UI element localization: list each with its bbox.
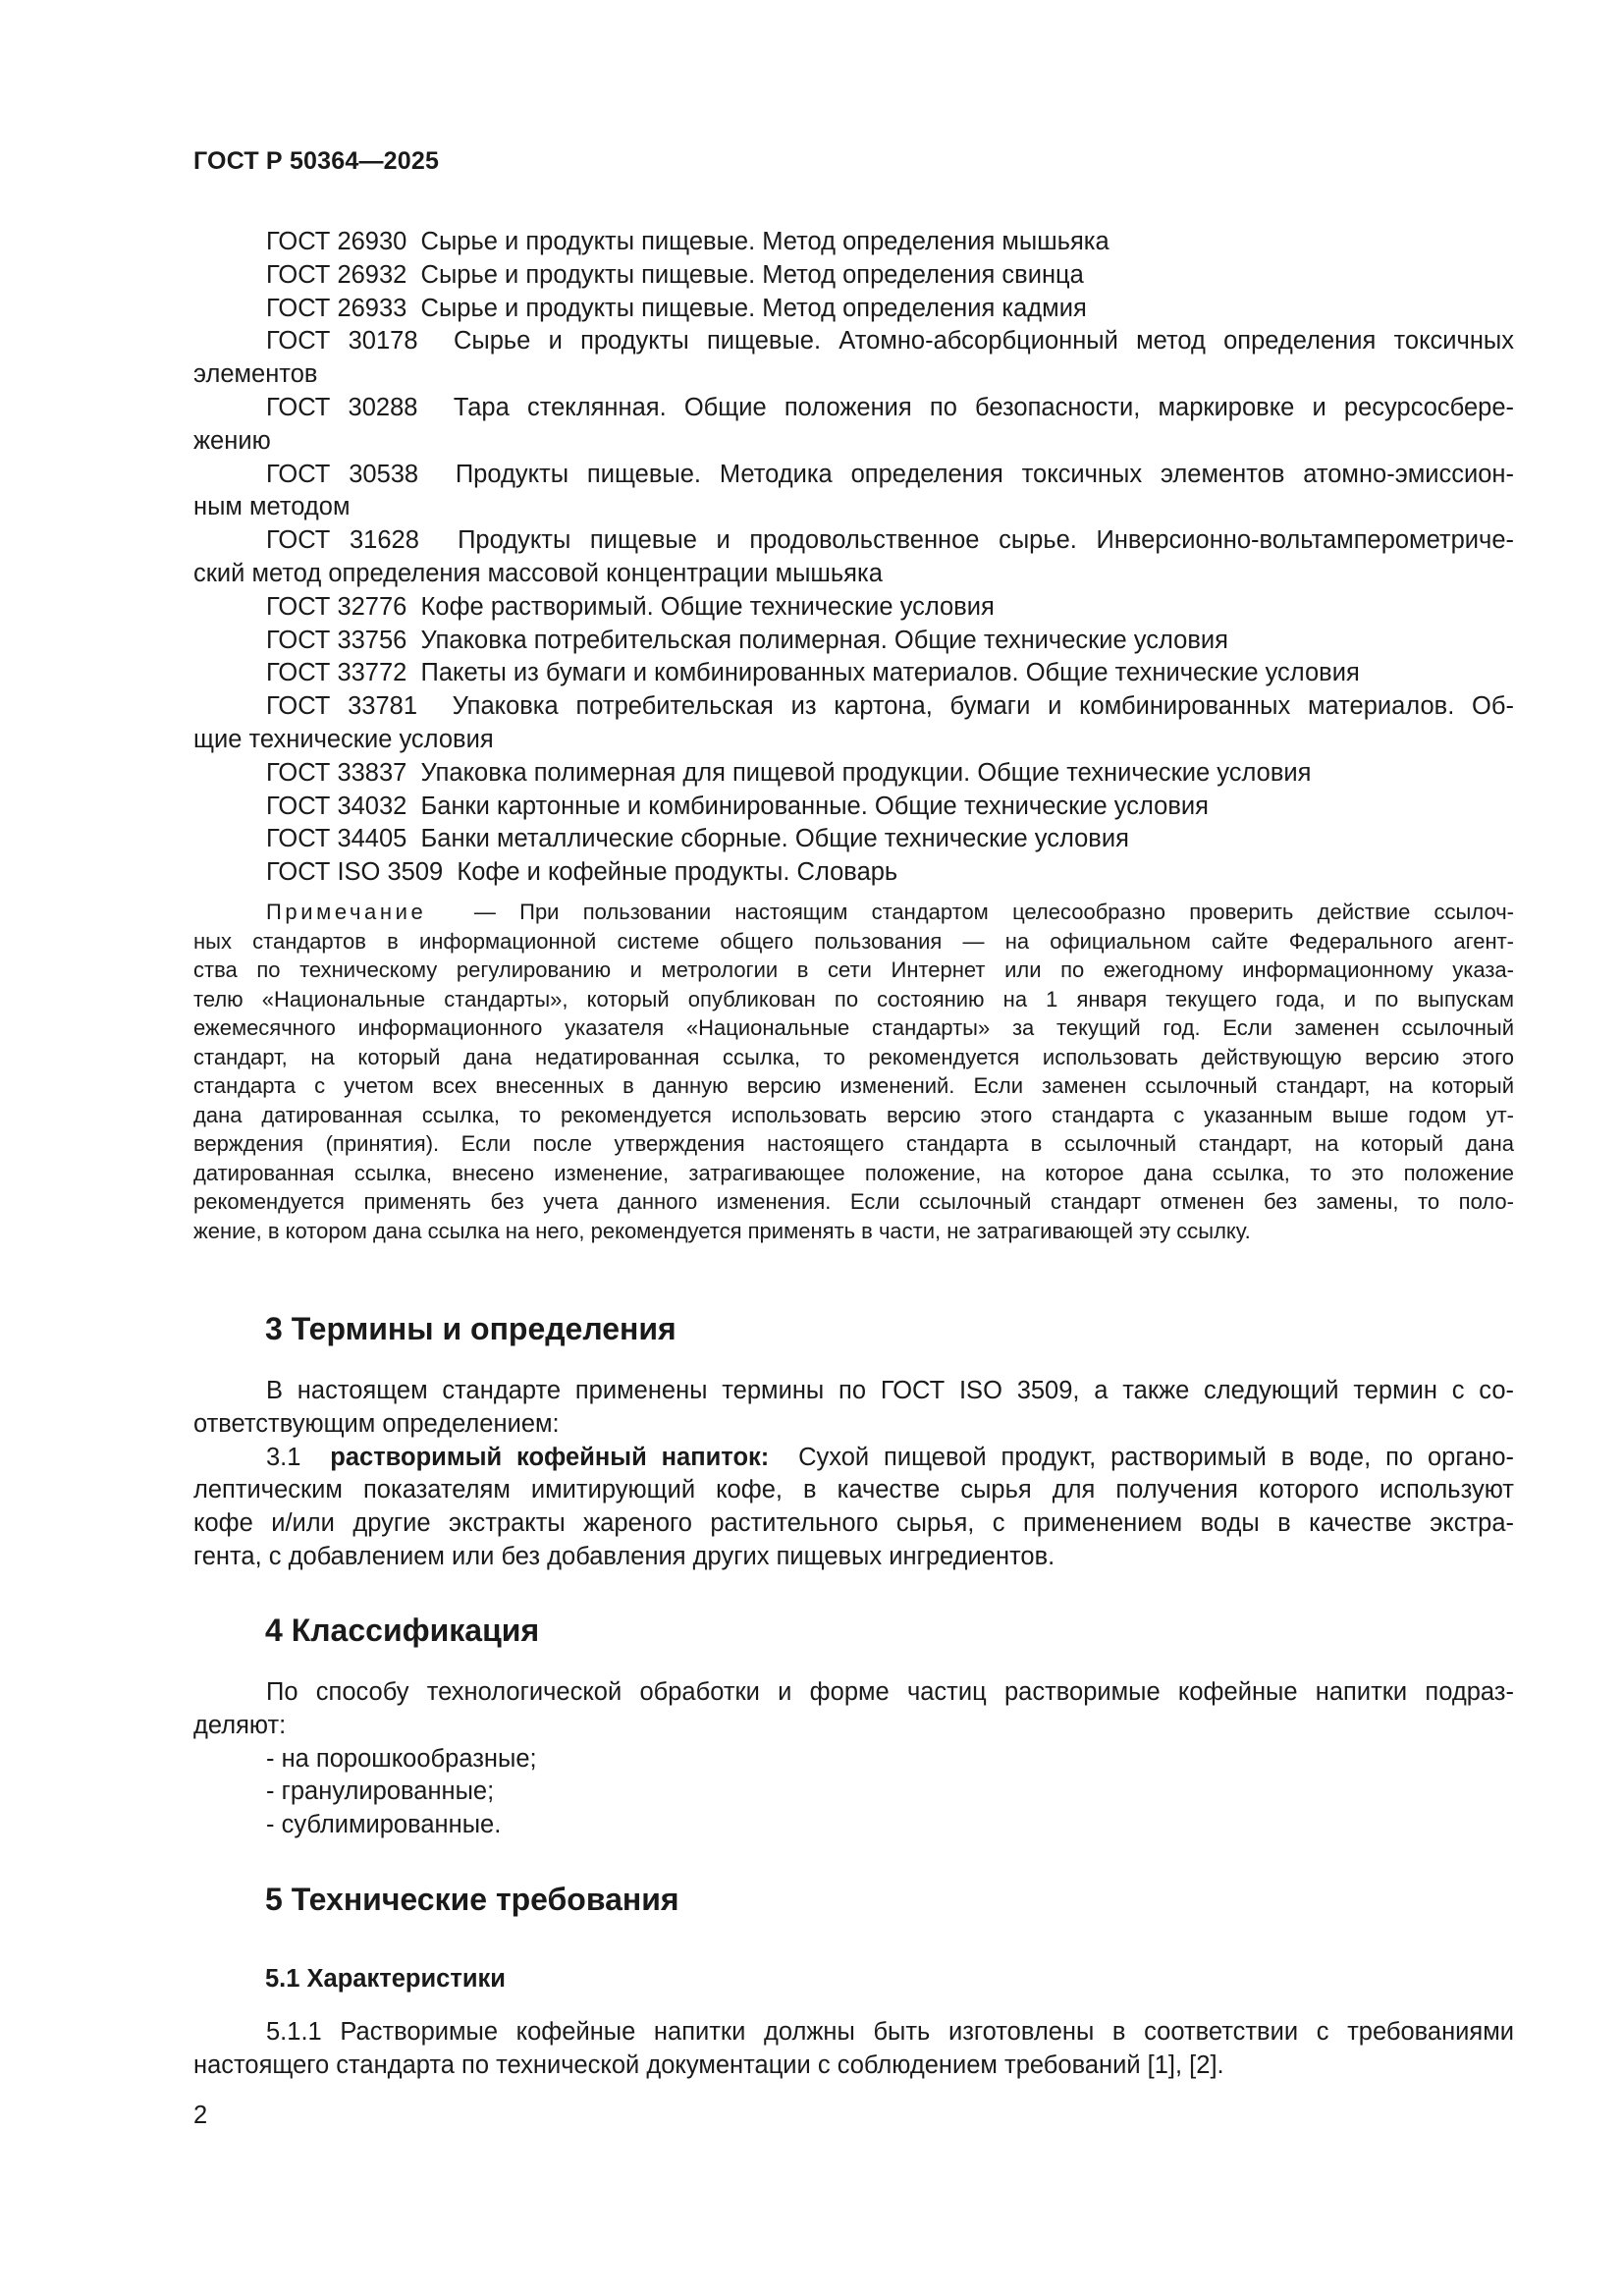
reference-item [193, 757, 1514, 791]
reference-code: ГОСТ 30178 [266, 327, 418, 355]
reference-code: ГОСТ 30538 [266, 460, 419, 488]
reference-code: ГОСТ 33756 [266, 626, 407, 654]
section-3-intro: В настоящем стандарте применены термины по ГОСТ ISO 3509, а также следующий термин с со- [266, 1377, 1514, 1404]
note-line: датированная ссылка, внесено изменение, затрагивающее положение, на которое дана ссылка, то это положение [193, 1160, 1514, 1185]
term-definition-line: кофе и/или другие экстракты жареного растительного сырья, с применением воды в качестве экстра- [193, 1509, 1514, 1538]
reference-code: ГОСТ 34405 [266, 825, 407, 853]
note-line: стандарт, на который дана недатированная ссылка, то рекомендуется использовать действующую версию этого [193, 1044, 1514, 1069]
classification-item: - сублимированные. [266, 1811, 502, 1839]
reference-continuation: ский метод определения массовой концентрации мышьяка [193, 559, 883, 587]
reference-continuation: элементов [193, 360, 318, 389]
term-definition-line: лептическим показателям имитирующий кофе, в качестве сырья для получения которого используют [193, 1476, 1514, 1504]
note-text: — При пользовании настоящим стандартом целесообразно проверить действие ссылоч- [473, 900, 1514, 924]
reference-item [193, 392, 1514, 425]
paragraph-5-1-1: 5.1.1 Растворимые кофейные напитки должны быть изготовлены в соответствии с требованиями [266, 2018, 1514, 2046]
note-line: ства по техническому регулированию и метрологии в сети Интернет или по ежегодному информационному указа- [193, 957, 1514, 982]
reference-item [193, 591, 1514, 625]
section-5-body [193, 2016, 1514, 2083]
reference-title: Продукты пищевые и продовольственное сырье. Инверсионно-вольтамперометриче- [458, 526, 1514, 555]
term-entry [193, 1442, 1514, 1475]
note-line: дана датированная ссылка, то рекомендуется использовать версию этого стандарта с указанным выше годом ут- [193, 1102, 1514, 1127]
reference-code: ГОСТ 26932 [266, 260, 407, 289]
reference-title: Сырье и продукты пищевые. Метод определения мышьяка [420, 228, 1109, 255]
reference-code: ГОСТ 33837 [266, 758, 407, 787]
reference-item [193, 625, 1514, 658]
reference-title: Банки картонные и комбинированные. Общие технические условия [420, 792, 1209, 820]
reference-item [193, 459, 1514, 492]
note-line [193, 898, 1514, 927]
section-4-heading: 4 Классификация [265, 1613, 540, 1648]
reference-title: Сырье и продукты пищевые. Метод определения кадмия [420, 294, 1087, 322]
section-3-intro-cont: ответствующим определением: [193, 1409, 560, 1438]
term-definition-line: гента, с добавлением или без добавления других пищевых ингредиентов. [193, 1542, 1055, 1570]
reference-item [193, 226, 1514, 259]
note-line: жение, в котором дана ссылка на него, рекомендуется применять в части, не затрагивающей эту ссылку. [193, 1218, 1251, 1243]
document-header-id: ГОСТ Р 50364—2025 [193, 147, 440, 175]
reference-title: Кофе и кофейные продукты. Словарь [457, 858, 898, 887]
note-block [193, 898, 1514, 1245]
reference-title: Сырье и продукты пищевые. Атомно-абсорбционный метод определения токсичных [453, 327, 1514, 355]
reference-title: Тара стеклянная. Общие положения по безопасности, маркировке и ресурсосбере- [453, 393, 1515, 421]
reference-item [193, 524, 1514, 558]
note-line: стандарта с учетом всех внесенных в данную версию изменений. Если заменен ссылочный стандарт, на который [193, 1073, 1514, 1098]
subsection-5-1-heading: 5.1 Характеристики [265, 1965, 506, 1993]
section-4-intro-cont: деляют: [193, 1711, 287, 1739]
section-5-heading: 5 Технические требования [265, 1882, 679, 1917]
reference-title: Упаковка полимерная для пищевой продукции. Общие технические условия [420, 758, 1312, 787]
note-line: рекомендуется применять без учета данного изменения. Если ссылочный стандарт отменен без замены, то поло- [193, 1189, 1514, 1214]
reference-item [193, 791, 1514, 824]
section-4-intro: По способу технологической обработки и форме частиц растворимые кофейные напитки подраз- [266, 1678, 1514, 1706]
section-4-body [193, 1676, 1514, 1842]
reference-title: Упаковка потребительская полимерная. Общие технические условия [420, 626, 1228, 654]
classification-item: - на порошкообразные; [266, 1744, 537, 1773]
reference-code: ГОСТ 34032 [266, 792, 407, 820]
reference-code: ГОСТ 26930 [266, 228, 407, 255]
term-name: растворимый кофейный напиток: [330, 1443, 770, 1471]
reference-code: ГОСТ 31628 [266, 526, 419, 555]
reference-continuation: ным методом [193, 493, 351, 521]
references-list [193, 226, 1514, 890]
reference-item [193, 823, 1514, 856]
reference-title: Продукты пищевые. Методика определения токсичных элементов атомно-эмиссион- [455, 460, 1514, 488]
reference-item [193, 690, 1514, 724]
reference-code: ГОСТ 26933 [266, 294, 407, 322]
note-label: Примечание [266, 900, 427, 924]
reference-code: ГОСТ 33772 [266, 659, 407, 687]
reference-title: Сырье и продукты пищевые. Метод определения свинца [420, 260, 1084, 289]
reference-code: ГОСТ 33781 [266, 692, 418, 721]
page-number: 2 [193, 2102, 208, 2129]
term-definition: Сухой пищевой продукт, растворимый в воде, по органо- [798, 1443, 1515, 1471]
paragraph-5-1-1-cont: настоящего стандарта по технической документации с соблюдением требований [1], [2]. [193, 2050, 1224, 2079]
reference-code: ГОСТ 30288 [266, 393, 418, 421]
reference-item [193, 657, 1514, 690]
section-3-heading: 3 Термины и определения [265, 1311, 676, 1346]
reference-code: ГОСТ ISO 3509 [266, 858, 444, 887]
note-line: ных стандартов в информационной системе общего пользования — на официальном сайте Федерального агент- [193, 928, 1514, 954]
reference-item [193, 293, 1514, 326]
reference-title: Банки металлические сборные. Общие технические условия [420, 825, 1129, 853]
reference-title: Кофе растворимый. Общие технические условия [420, 592, 995, 621]
reference-item [193, 259, 1514, 293]
classification-item: - гранулированные; [266, 1777, 495, 1806]
reference-continuation: жению [193, 426, 271, 455]
term-number: 3.1 [266, 1443, 301, 1471]
reference-code: ГОСТ 32776 [266, 592, 407, 621]
note-line: телю «Национальные стандарты», который опубликован по состоянию на 1 января текущего года, и по выпускам [193, 986, 1514, 1011]
reference-continuation: щие технические условия [193, 725, 494, 753]
reference-item [193, 856, 1514, 890]
note-line: верждения (принятия). Если после утверждения настоящего стандарта в ссылочный стандарт, на который дана [193, 1131, 1514, 1156]
section-3-body [193, 1375, 1514, 1574]
reference-title: Упаковка потребительская из картона, бумаги и комбинированных материалов. Об- [452, 692, 1514, 721]
note-line: ежемесячного информационного указателя «Национальные стандарты» за текущий год. Если заменен ссылочный [193, 1015, 1514, 1040]
reference-item [193, 325, 1514, 358]
reference-title: Пакеты из бумаги и комбинированных материалов. Общие технические условия [420, 659, 1360, 687]
